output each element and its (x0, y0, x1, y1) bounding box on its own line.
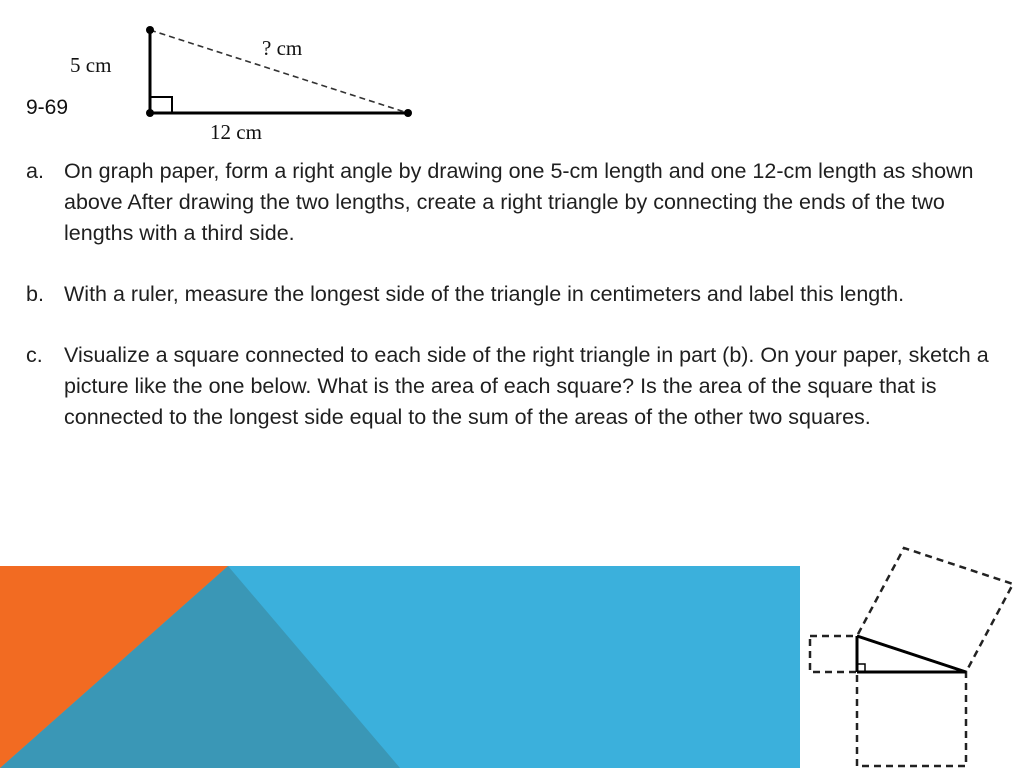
problem-parts (26, 156, 996, 463)
vertex-top (146, 26, 154, 34)
part-c-marker: c. (26, 343, 43, 367)
decorative-color-band (0, 566, 800, 768)
vertex-corner (146, 109, 154, 117)
part-b-text: With a ruler, measure the longest side of the triangle in centimeters and label this length. (64, 282, 905, 306)
part-b-marker: b. (26, 282, 44, 306)
part-a (26, 156, 996, 249)
horizontal-leg-label: 12 cm (210, 120, 262, 144)
hypotenuse-label: ? cm (262, 36, 303, 60)
squares-on-triangle-figure (800, 540, 1024, 768)
triangle-hypotenuse (857, 636, 966, 672)
part-c-text: Visualize a square connected to each side of the right triangle in part (b). On your paper, sketch a picture like the one below. What is the area of each square? Is the area of the square that is connected to the longest side equal to the sum of the areas of the other two squares. (64, 343, 989, 429)
vertical-leg-label: 5 cm (70, 53, 112, 77)
part-a-text: On graph paper, form a right angle by drawing one 5-cm length and one 12-cm length as shown above After drawing the two lengths, create a right triangle by connecting the ends of the two lengths with a third side. (64, 159, 974, 245)
short-leg-square (810, 636, 857, 672)
part-c (26, 340, 996, 433)
long-leg-square (857, 672, 966, 766)
hypotenuse-square (857, 548, 1013, 672)
pythagorean-squares-diagram (800, 540, 1024, 768)
vertex-right (404, 109, 412, 117)
problem-number: 9-69 (26, 96, 69, 119)
part-b (26, 279, 996, 310)
decorative-shapes (0, 566, 800, 768)
right-angle-marker (150, 97, 172, 113)
part-a-marker: a. (26, 159, 44, 183)
right-triangle-figure (60, 18, 440, 148)
